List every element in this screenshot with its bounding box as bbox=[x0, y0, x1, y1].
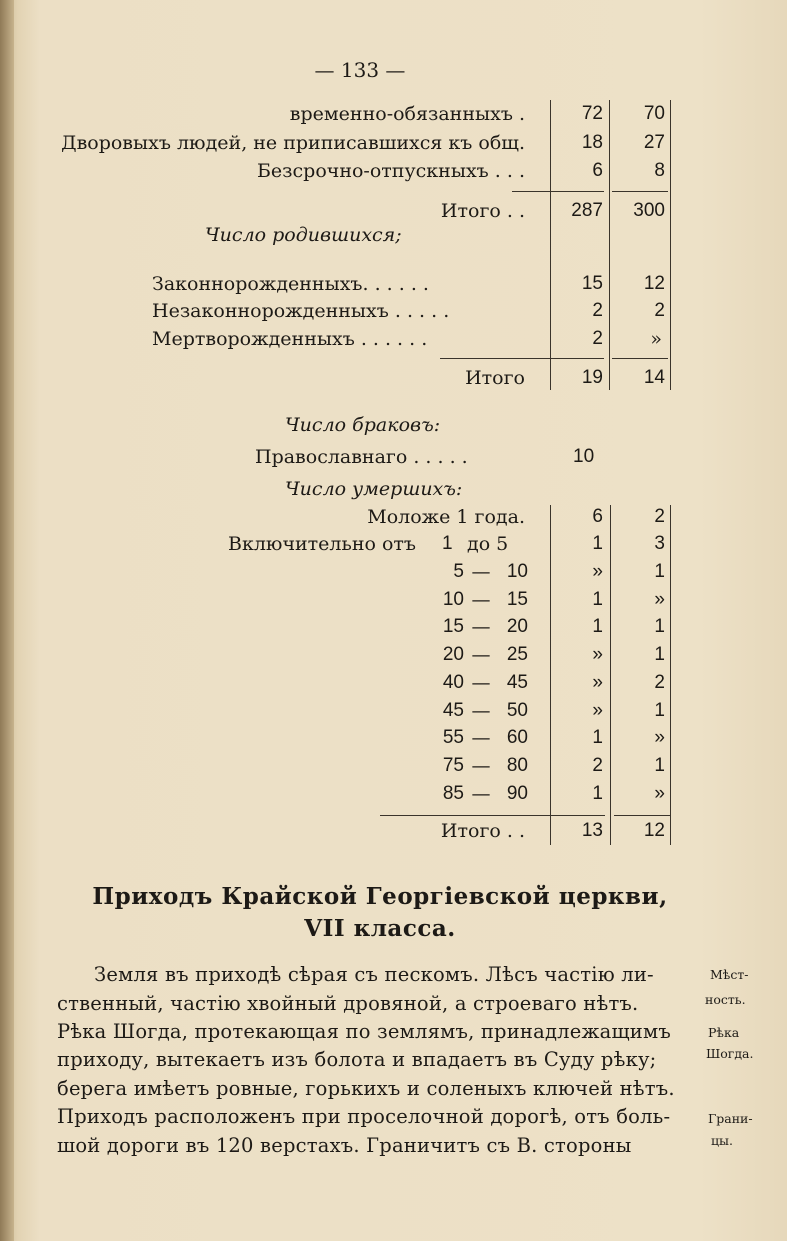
census-row-label: Дворовыхъ людей, не приписавшихся къ общ. bbox=[61, 132, 525, 154]
paragraph-line: Рѣка Шогда, протекающая по землямъ, принадлежащимъ bbox=[57, 1020, 671, 1043]
age-to: 20 bbox=[506, 616, 528, 637]
age-dash: — bbox=[471, 616, 491, 638]
deaths-row-c2: » bbox=[654, 727, 665, 748]
paragraph-line: приходу, вытекаетъ изъ болота и впадаетъ въ Суду рѣку; bbox=[57, 1048, 657, 1071]
census-row-c1: 6 bbox=[592, 160, 603, 181]
births-row-label: Законнорожденныхъ. . . . . . bbox=[152, 273, 429, 295]
column-rule bbox=[670, 100, 671, 390]
deaths-range-to: до 5 bbox=[467, 533, 509, 555]
births-row-c1: 2 bbox=[592, 300, 603, 321]
age-from: 20 bbox=[442, 644, 464, 665]
deaths-first-c1: 6 bbox=[592, 506, 603, 527]
marriages-title: Число браковъ: bbox=[285, 414, 441, 436]
age-to: 80 bbox=[506, 755, 528, 776]
deaths-row-c2: » bbox=[654, 589, 665, 610]
parish-heading-line2: VII класса. bbox=[304, 915, 456, 942]
deaths-row-c2: 3 bbox=[654, 533, 665, 554]
age-to: 10 bbox=[506, 561, 528, 582]
paragraph-line: берега имѣетъ ровные, горькихъ и соленыхъ ключей нѣтъ. bbox=[57, 1077, 675, 1100]
column-rule bbox=[670, 505, 671, 845]
deaths-total-label: Итого . . bbox=[440, 820, 525, 842]
age-dash: — bbox=[471, 700, 491, 722]
age-dash: — bbox=[471, 561, 491, 583]
census-total-rule bbox=[612, 191, 668, 192]
births-total-c2: 14 bbox=[643, 367, 665, 388]
deaths-row-c1: 1 bbox=[592, 589, 603, 610]
age-to: 90 bbox=[506, 783, 528, 804]
deaths-first-c2: 2 bbox=[654, 506, 665, 527]
deaths-row-c1: 2 bbox=[592, 755, 603, 776]
census-row-c2: 70 bbox=[643, 103, 665, 124]
deaths-row-c2: 2 bbox=[654, 672, 665, 693]
births-total-c1: 19 bbox=[581, 367, 603, 388]
deaths-row-c2: 1 bbox=[654, 700, 665, 721]
births-row-c2: 2 bbox=[654, 300, 665, 321]
census-row-c1: 18 bbox=[581, 132, 603, 153]
deaths-row-c1: » bbox=[592, 700, 603, 721]
deaths-row-c1: » bbox=[592, 644, 603, 665]
births-total-rule bbox=[440, 358, 604, 359]
page-spine bbox=[0, 0, 14, 1241]
column-rule bbox=[610, 505, 611, 845]
deaths-row-c1: 1 bbox=[592, 783, 603, 804]
census-total-rule bbox=[512, 191, 604, 192]
age-from: 5 bbox=[453, 561, 464, 582]
marriages-value: 10 bbox=[573, 446, 595, 467]
births-row-label: Незаконнорожденныхъ . . . . . bbox=[152, 300, 450, 322]
parish-heading-line1: Приходъ Крайской Георгіевской церкви, bbox=[92, 883, 668, 910]
births-row-c2: 12 bbox=[643, 273, 665, 294]
age-from: 45 bbox=[442, 700, 464, 721]
census-total-c1: 287 bbox=[571, 200, 603, 221]
margin-note: Мѣст- bbox=[710, 967, 749, 982]
age-from: 75 bbox=[442, 755, 464, 776]
deaths-row-c1: 1 bbox=[592, 727, 603, 748]
census-row-label: временно-обязанныхъ . bbox=[289, 103, 525, 125]
paragraph-line: шой дороги въ 120 верстахъ. Граничитъ съ В. стороны bbox=[57, 1134, 632, 1157]
age-dash: — bbox=[471, 727, 491, 749]
births-row-label: Мертворожденныхъ . . . . . . bbox=[152, 328, 428, 350]
census-row-c2: 8 bbox=[654, 160, 665, 181]
deaths-range-prefix: Включительно отъ bbox=[228, 533, 417, 555]
margin-note: Грани- bbox=[708, 1111, 753, 1126]
births-total-label: Итого bbox=[465, 367, 525, 389]
age-to: 60 bbox=[506, 727, 528, 748]
age-to: 50 bbox=[506, 700, 528, 721]
age-from: 85 bbox=[442, 783, 464, 804]
paragraph-line: ственный, частію хвойный дровяной, а строеваго нѣтъ. bbox=[57, 992, 639, 1015]
margin-note: цы. bbox=[711, 1133, 733, 1148]
census-row-label: Безсрочно-отпускныхъ . . . bbox=[256, 160, 525, 182]
deaths-title: Число умершихъ: bbox=[285, 478, 463, 500]
age-dash: — bbox=[471, 783, 491, 805]
paragraph-line: Приходъ расположенъ при проселочной дорогѣ, отъ боль- bbox=[57, 1105, 671, 1128]
age-dash: — bbox=[471, 672, 491, 694]
births-total-rule bbox=[612, 358, 668, 359]
births-row-c1: 15 bbox=[581, 273, 603, 294]
age-from: 40 bbox=[442, 672, 464, 693]
age-dash: — bbox=[471, 589, 491, 611]
census-row-c1: 72 bbox=[581, 103, 603, 124]
births-row-c1: 2 bbox=[592, 328, 603, 349]
deaths-row-c2: 1 bbox=[654, 561, 665, 582]
deaths-row-c2: 1 bbox=[654, 755, 665, 776]
deaths-row-c1: 1 bbox=[592, 616, 603, 637]
age-from: 15 bbox=[442, 616, 464, 637]
births-title: Число родившихся; bbox=[205, 224, 402, 246]
census-row-c2: 27 bbox=[643, 132, 665, 153]
deaths-first-label: Моложе 1 года. bbox=[367, 506, 525, 528]
deaths-total-rule bbox=[380, 815, 605, 816]
age-to: 15 bbox=[506, 589, 528, 610]
paragraph-line: Земля въ приходѣ сѣрая съ пескомъ. Лѣсъ частію ли- bbox=[94, 963, 654, 986]
age-from: 55 bbox=[442, 727, 464, 748]
age-dash: — bbox=[471, 644, 491, 666]
deaths-range-from: 1 bbox=[442, 533, 453, 554]
age-to: 45 bbox=[506, 672, 528, 693]
column-rule bbox=[550, 100, 551, 390]
census-total-label: Итого . . bbox=[440, 200, 525, 222]
deaths-row-c1: » bbox=[592, 672, 603, 693]
age-dash: — bbox=[471, 755, 491, 777]
deaths-total-c1: 13 bbox=[581, 820, 603, 841]
age-to: 25 bbox=[506, 644, 528, 665]
column-rule bbox=[550, 505, 551, 845]
margin-note: ность. bbox=[705, 992, 746, 1007]
births-row-c2: » bbox=[650, 328, 662, 350]
column-rule bbox=[609, 100, 610, 390]
margin-note: Шогда. bbox=[706, 1046, 754, 1061]
deaths-row-c2: » bbox=[654, 783, 665, 804]
page-number: — 133 — bbox=[314, 58, 406, 82]
deaths-row-c2: 1 bbox=[654, 616, 665, 637]
deaths-row-c1: 1 bbox=[592, 533, 603, 554]
age-from: 10 bbox=[442, 589, 464, 610]
deaths-row-c2: 1 bbox=[654, 644, 665, 665]
census-total-c2: 300 bbox=[633, 200, 665, 221]
margin-note: Рѣка bbox=[708, 1025, 740, 1040]
deaths-total-c2: 12 bbox=[643, 820, 665, 841]
deaths-row-c1: » bbox=[592, 561, 603, 582]
deaths-total-rule bbox=[614, 815, 670, 816]
marriages-label: Православнаго . . . . . bbox=[255, 446, 468, 468]
